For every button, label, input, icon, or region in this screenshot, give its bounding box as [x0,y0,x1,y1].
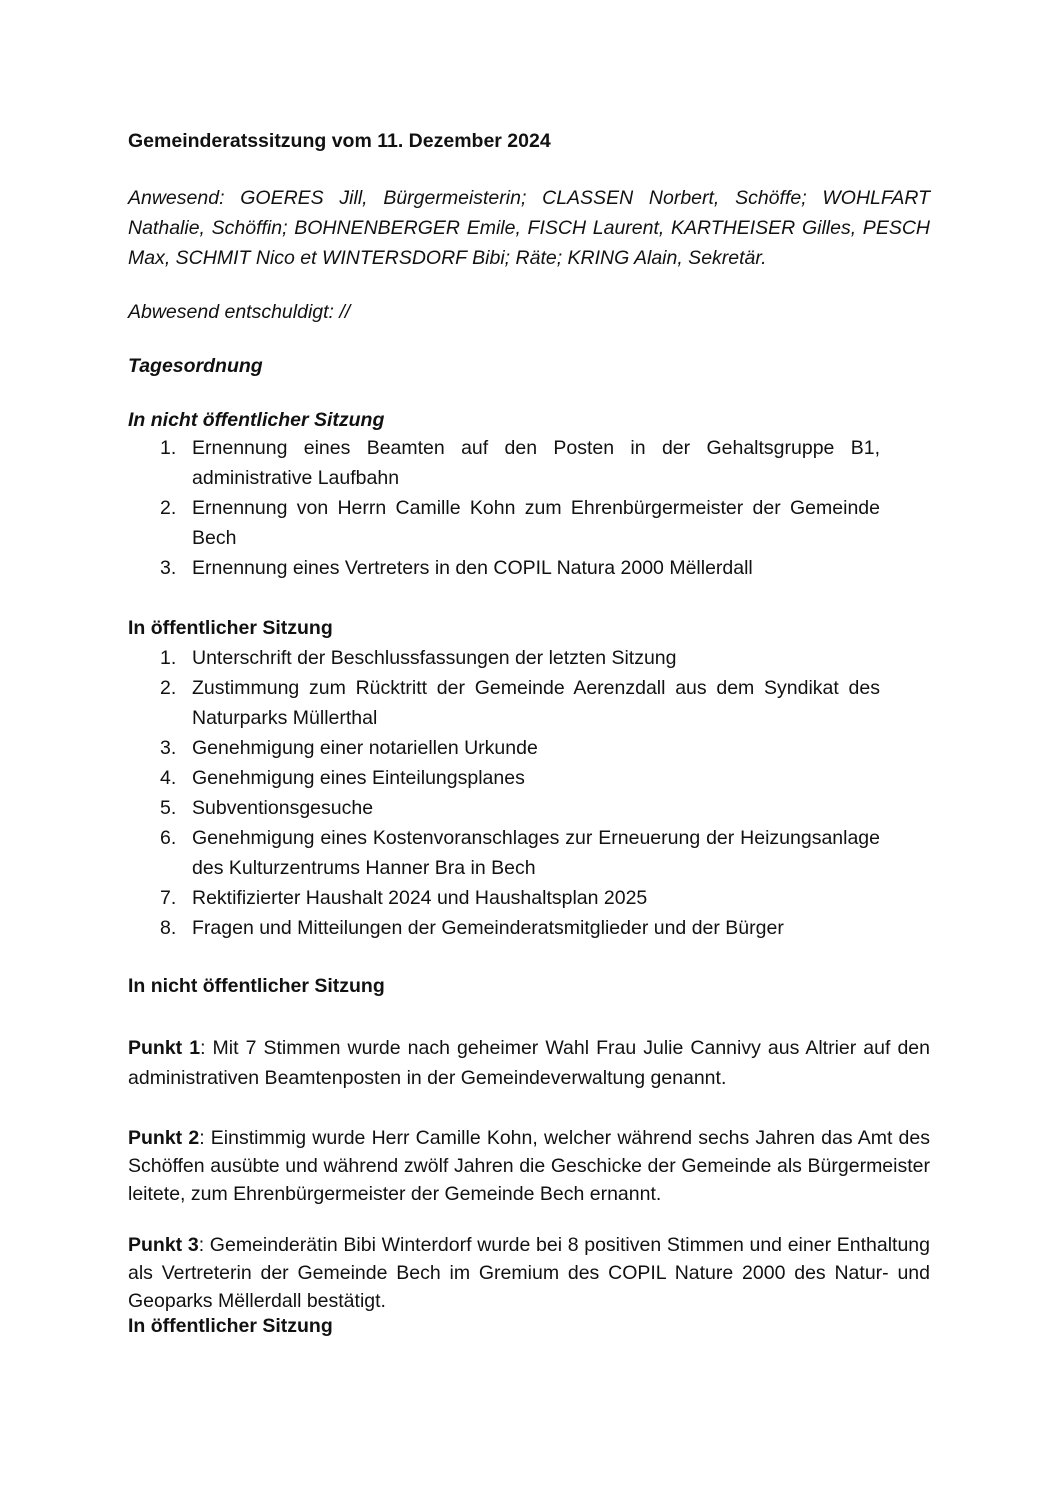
document-title: Gemeinderatssitzung vom 11. Dezember 2024 [128,130,551,152]
closed-session-agenda-list [128,433,880,583]
list-item [128,883,880,913]
item-number: 5. [160,797,177,819]
point-text: : Mit 7 Stimmen wurde nach geheimer Wahl Frau Julie Cannivy aus Altrier auf den administrativen Beamtenposten in der Gemeindeverwaltung genannt. [128,1037,930,1089]
public-session-minutes-heading: In öffentlicher Sitzung [128,1315,333,1337]
list-item [128,673,880,733]
list-item [128,493,880,553]
item-number: 2. [160,677,177,699]
point-1-paragraph [128,1033,930,1093]
point-label: Punkt 3 [128,1234,199,1256]
attendees-paragraph: Anwesend: GOERES Jill, Bürgermeisterin; CLASSEN Norbert, Schöffe; WOHLFART Nathalie, Schöffin; BOHNENBERGER Emile, FISCH Laurent, KARTHEISER Gilles, PESCH Max, SCHMIT Nico et WINTERSDORF Bibi; Räte; KRING Alain, Sekretär. [128,187,930,269]
point-label: Punkt 2 [128,1127,200,1149]
item-number: 8. [160,917,177,939]
item-text: Ernennung eines Vertreters in den COPIL Natura 2000 Mëllerdall [192,557,753,579]
list-item [128,433,880,493]
item-number: 7. [160,887,177,909]
item-number: 2. [160,497,177,519]
point-label: Punkt 1 [128,1037,201,1059]
item-text: Rektifizierter Haushalt 2024 und Haushaltsplan 2025 [192,887,648,909]
closed-session-minutes-heading: In nicht öffentlicher Sitzung [128,975,385,997]
item-text: Unterschrift der Beschlussfassungen der letzten Sitzung [192,647,677,669]
item-number: 1. [160,437,177,459]
list-item [128,643,880,673]
item-text: Ernennung von Herrn Camille Kohn zum Ehrenbürgermeister der Gemeinde Bech [192,497,880,549]
public-session-heading: In öffentlicher Sitzung [128,617,333,639]
item-number: 3. [160,737,177,759]
item-number: 4. [160,767,177,789]
item-text: Fragen und Mitteilungen der Gemeinderatsmitglieder und der Bürger [192,917,784,939]
item-number: 1. [160,647,177,669]
closed-session-heading: In nicht öffentlicher Sitzung [128,409,385,431]
point-text: : Gemeinderätin Bibi Winterdorf wurde bei 8 positiven Stimmen und einer Enthaltung als Vertreterin der Gemeinde Bech im Gremium des COPIL Nature 2000 des Natur- und Geoparks Mëllerdall bestätigt. [128,1234,930,1312]
item-text: Genehmigung einer notariellen Urkunde [192,737,538,759]
item-text: Subventionsgesuche [192,797,374,819]
item-text: Ernennung eines Beamten auf den Posten in der Gehaltsgruppe B1, administrative Laufbahn [192,437,880,489]
list-item [128,553,880,583]
item-text: Genehmigung eines Einteilungsplanes [192,767,525,789]
list-item [128,793,880,823]
item-number: 6. [160,827,177,849]
list-item [128,733,880,763]
list-item [128,913,880,943]
item-text: Zustimmung zum Rücktritt der Gemeinde Aerenzdall aus dem Syndikat des Naturparks Müllerthal [192,677,880,729]
public-session-agenda-list [128,643,880,943]
item-number: 3. [160,557,177,579]
list-item [128,823,880,883]
agenda-heading: Tagesordnung [128,355,263,377]
point-text: : Einstimmig wurde Herr Camille Kohn, welcher während sechs Jahren das Amt des Schöffen ausübte und während zwölf Jahren die Geschicke der Gemeinde als Bürgermeister leitete, zum Ehrenbürgermeister der Gemeinde Bech ernannt. [128,1127,930,1205]
point-2-paragraph [128,1124,930,1208]
point-3-paragraph [128,1231,930,1315]
item-text: Genehmigung eines Kostenvoranschlages zur Erneuerung der Heizungsanlage des Kulturzentrums Hanner Bra in Bech [192,827,880,879]
absentees-line: Abwesend entschuldigt: // [128,301,351,323]
list-item [128,763,880,793]
